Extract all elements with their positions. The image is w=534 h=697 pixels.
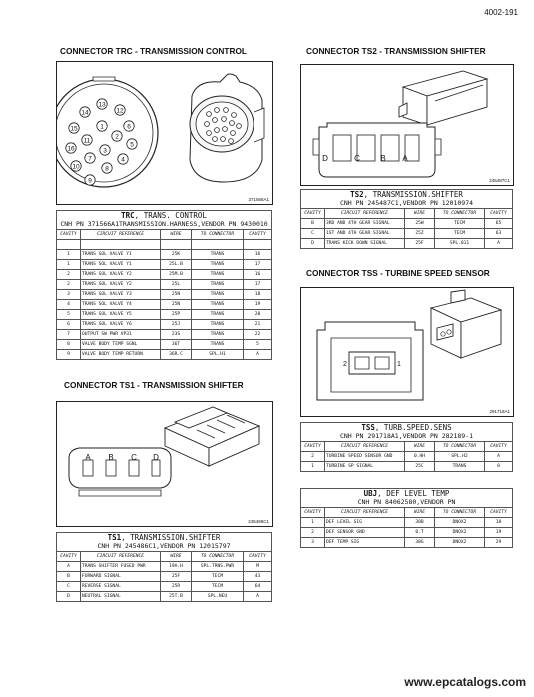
cell-wire: 25L [161,280,192,290]
cell-circuit-reference: TRANS SOL VALVE Y6 [81,320,161,330]
table-row [301,538,513,548]
cell-wire: 25N [161,290,192,300]
cell-circuit-reference: TURBINE SP SIGNAL [325,462,405,472]
cell-to-cavity: 65 [485,219,513,229]
cell-cavity: 1 [301,462,325,472]
header-cavity: CAVITY [301,442,325,452]
cell-to-cavity: 8 [485,462,513,472]
cell-cavity: 8 [57,340,81,350]
header-wire: WIRE [405,209,435,219]
cell-circuit-reference: TRANS SOL VALVE Y3 [81,290,161,300]
table-row [57,300,272,310]
cell-circuit-reference: DEF TEMP SIG [325,538,405,548]
table-row [57,330,272,340]
cell-wire: 25K [161,250,192,260]
cell-to-connector: TRANS [192,340,244,350]
ts2-pin-a: A [402,154,408,163]
cell-to-connector: TRANS [435,462,485,472]
tss-table-title: , TURB.SPEED.SENS [374,422,452,432]
trc-figure-code: 371566A1 [248,197,269,202]
tss-section-title: CONNECTOR TSS - TURBINE SPEED SENSOR [306,268,490,278]
cell-wire: 25M.B [161,270,192,280]
cell-circuit-reference: FORWARD SIGNAL [81,572,161,582]
cell-cavity: 5 [57,310,81,320]
ts2-table-title: , TRANSMISSION.SHIFTER [363,189,463,199]
cell-wire: 25F [161,572,192,582]
cell-wire: 38B [405,518,435,528]
ubj-table [300,488,513,548]
cell-to-cavity: 17 [244,260,272,270]
trc-pin-label: 5 [130,141,134,149]
header-to-connector: TO CONNECTOR [435,209,485,219]
cell-wire: 0.HH [405,452,435,462]
trc-pin-label: 1 [100,123,104,131]
tss-figure-code: 291718A1 [489,409,510,414]
header-cavity: CAVITY [57,552,81,562]
header-circuit-reference: CIRCUIT REFERENCE [81,552,161,562]
table-row [57,582,272,592]
page-number: 4002-191 [484,8,518,17]
cell-to-connector: TRANS [192,260,244,270]
cell-to-connector: TECM [435,219,485,229]
trc-pin-label: 16 [67,145,75,153]
ts1-section-title: CONNECTOR TS1 - TRANSMISSION SHIFTER [64,380,244,390]
table-row [57,310,272,320]
ts1-pin-a: A [85,453,91,462]
cell-cavity: 1 [301,518,325,528]
ubj-table-subtitle: CNH PN 84062580,VENDOR PN [301,498,513,508]
trc-pin-label: 7 [88,155,92,163]
table-row [57,260,272,270]
cell-cavity: B [57,572,81,582]
cell-cavity: 1 [57,260,81,270]
cell-cavity: 3 [57,290,81,300]
cell-to-connector: SPL.H1 [192,350,244,360]
cell-cavity: D [301,239,325,249]
tss-pin-2: 2 [343,361,347,368]
cell-to-connector: DNOX2 [435,528,485,538]
cell-cavity: 6 [57,320,81,330]
table-row [57,250,272,260]
cell-circuit-reference: DEF SENSOR GND [325,528,405,538]
cell-to-connector: TRANS [192,270,244,280]
cell-circuit-reference: TRANS KICK DOWN SIGNAL [325,239,405,249]
header-to-connector: TO CONNECTOR [435,508,485,518]
tss-table-body [301,452,513,472]
ts2-figure-code: 245487C1 [489,178,510,183]
cell-to-connector: TECM [192,582,244,592]
ts2-connector-figure [300,64,514,186]
cell-to-connector: SPL.H2 [435,452,485,462]
trc-pin-label: 2 [115,133,119,141]
cell-circuit-reference: TRANS SOL VALVE Y4 [81,300,161,310]
cell-to-connector: DNOX2 [435,518,485,528]
cell-circuit-reference: TRANS SOL VALVE Y1 [81,250,161,260]
cell-cavity: 1 [57,250,81,260]
header-to-connector: TO CONNECTOR [435,442,485,452]
header-circuit-reference: CIRCUIT REFERENCE [325,209,405,219]
table-row [301,518,513,528]
header-wire: WIRE [161,552,192,562]
trc-table-body [57,250,272,360]
header-wire: WIRE [405,442,435,452]
ts1-table-body [57,562,272,602]
cell-cavity: B [301,219,325,229]
ts1-table-subtitle: CNH PN 245486C1,VENDOR PN 12015797 [57,542,272,552]
cell-circuit-reference: 1ST AND 4TH GEAR SIGNAL [325,229,405,239]
table-row [301,219,513,229]
header-cavity: CAVITY [301,508,325,518]
cell-to-connector: DNOX2 [435,538,485,548]
header-cavity-to: CAVITY [485,442,513,452]
ts2-connector-drawing [301,65,513,185]
cell-to-cavity: 20 [244,310,272,320]
header-circuit-reference: CIRCUIT REFERENCE [81,230,161,240]
ts2-table-title-bold: TS2 [350,189,364,199]
cell-to-cavity: 18 [244,290,272,300]
cell-circuit-reference: TRANS SOL VALVE Y2 [81,280,161,290]
cell-wire: 25R [161,582,192,592]
ubj-table-body [301,518,513,548]
cell-wire: 25J [161,320,192,330]
cell-wire: 25Z [405,229,435,239]
cell-cavity: A [57,562,81,572]
cell-to-cavity: 5 [244,340,272,350]
cell-cavity: 4 [57,300,81,310]
table-row [57,592,272,602]
cell-to-connector: SPL.TRNS.PWR [192,562,244,572]
cell-to-cavity: A [485,239,513,249]
cell-cavity: D [57,592,81,602]
cell-circuit-reference: 3RD AND 4TH GEAR SIGNAL [325,219,405,229]
cell-cavity: 9 [57,350,81,360]
tss-table [300,422,513,472]
cell-to-cavity: 16 [244,250,272,260]
ts1-table [56,532,272,602]
header-cavity: CAVITY [301,209,325,219]
trc-pin-label: 8 [105,165,109,173]
table-row [301,452,513,462]
ts1-pin-b: B [108,453,114,462]
cell-to-connector: SPL.NEU [192,592,244,602]
ts1-table-title: , TRANSMISSION.SHIFTER [121,532,221,542]
ts1-connector-figure [56,401,273,527]
cell-to-connector: SPL.011 [435,239,485,249]
cell-to-cavity: 63 [485,229,513,239]
cell-cavity: C [301,229,325,239]
ts1-figure-code: 245486C1 [248,519,269,524]
trc-connector-figure [56,61,273,205]
table-row [301,239,513,249]
table-header-row [57,552,272,562]
cell-circuit-reference: TRANS SOL VALVE Y5 [81,310,161,320]
header-cavity-to: CAVITY [244,230,272,240]
cell-circuit-reference: REVERSE SIGNAL [81,582,161,592]
cell-to-cavity: M [244,562,272,572]
cell-cavity: 2 [301,528,325,538]
cell-circuit-reference: TRANS SOL VALVE Y2 [81,270,161,280]
header-cavity-to: CAVITY [485,508,513,518]
ts2-pin-d: D [322,154,328,163]
cell-circuit-reference: VALVE BODY TEMP RETURN [81,350,161,360]
cell-to-connector: TRANS [192,280,244,290]
trc-pin-label: 13 [98,101,106,109]
cell-cavity: 2 [57,280,81,290]
table-row [57,290,272,300]
cell-to-cavity: 19 [485,528,513,538]
cell-to-cavity: 21 [244,320,272,330]
cell-to-cavity: 43 [244,572,272,582]
trc-table-title-bold: TRC [121,210,135,220]
cell-wire: 25L.B [161,260,192,270]
trc-pin-label: 6 [127,123,131,131]
cell-wire: 23S [161,330,192,340]
cell-cavity: 2 [301,452,325,462]
cell-to-connector: TRANS [192,250,244,260]
trc-table-title: , TRANS. CONTROL [134,210,207,220]
trc-pin-label: 9 [88,177,92,185]
table-row [301,528,513,538]
table-row [57,350,272,360]
cell-wire: 25P [161,310,192,320]
ts2-section-title: CONNECTOR TS2 - TRANSMISSION SHIFTER [306,46,486,56]
ts2-pin-b: B [380,154,386,163]
table-row [57,320,272,330]
header-to-connector: TO CONNECTOR [192,230,244,240]
tss-connector-drawing [301,288,513,416]
cell-to-connector: TRANS [192,310,244,320]
cell-wire: 25F [405,239,435,249]
watermark-url: www.epcatalogs.com [404,675,526,689]
table-header-row [301,209,513,219]
cell-to-cavity: 22 [244,330,272,340]
cell-wire: 36R.C [161,350,192,360]
cell-to-cavity: 29 [485,538,513,548]
cell-wire: 25T.B [161,592,192,602]
header-wire: WIRE [161,230,192,240]
cell-circuit-reference: TURBINE SPEED SENSOR GND [325,452,405,462]
cell-to-connector: TRANS [192,300,244,310]
cell-to-connector: TRANS [192,320,244,330]
table-row [57,572,272,582]
ts1-pin-d: D [153,453,159,462]
tss-connector-figure [300,287,514,417]
cell-wire: 36T [161,340,192,350]
ts1-pin-c: C [131,453,137,462]
cell-circuit-reference: VALVE BODY TEMP SGNL [81,340,161,350]
cell-to-cavity: 17 [244,280,272,290]
cell-to-cavity: 18 [485,518,513,528]
cell-circuit-reference: OUTPUT SW PWR VP31 [81,330,161,340]
cell-circuit-reference: TRANS SOL VALVE Y1 [81,260,161,270]
trc-table-subtitle: CNH PN 371566A1TRANSMISSION.HARNESS,VENDOR PN 9430010 [57,220,272,230]
cell-wire: 19A.H [161,562,192,572]
tss-table-subtitle: CNH PN 291718A1,VENDOR PN 282189-1 [301,432,513,442]
header-cavity-to: CAVITY [244,552,272,562]
table-header-row [301,442,513,452]
cell-circuit-reference: NEUTRAL SIGNAL [81,592,161,602]
ts2-pin-c: C [354,154,360,163]
cell-cavity: 3 [301,538,325,548]
trc-pin-label: 4 [121,156,125,164]
table-row [57,340,272,350]
cell-to-cavity: A [244,592,272,602]
trc-table [56,210,272,360]
table-header-row [57,230,272,240]
trc-section-title: CONNECTOR TRC - TRANSMISSION CONTROL [60,46,247,56]
ubj-table-title-bold: UBJ [363,488,378,498]
cell-wire: 38G [405,538,435,548]
cell-to-cavity: 64 [244,582,272,592]
trc-pin-label: 12 [116,107,124,115]
ts1-table-title-bold: TS1 [107,532,122,542]
ts2-table [300,189,513,249]
ts1-connector-drawing [57,402,272,526]
table-header-row [301,508,513,518]
cell-wire: 0.T [405,528,435,538]
cell-to-connector: TRANS [192,330,244,340]
cell-wire: 25W [405,219,435,229]
trc-pin-label: 10 [72,163,80,171]
cell-cavity: C [57,582,81,592]
header-wire: WIRE [405,508,435,518]
ts2-table-body [301,219,513,249]
header-cavity-to: CAVITY [485,209,513,219]
table-row [57,270,272,280]
table-row [301,229,513,239]
header-cavity: CAVITY [57,230,81,240]
ubj-table-title: , DEF LEVEL TEMP [377,488,450,498]
header-circuit-reference: CIRCUIT REFERENCE [325,442,405,452]
cell-to-connector: TRANS [192,290,244,300]
header-circuit-reference: CIRCUIT REFERENCE [325,508,405,518]
cell-to-cavity: 16 [244,270,272,280]
cell-circuit-reference: TRANS SHIFTER FUSED PWR [81,562,161,572]
cell-to-cavity: 19 [244,300,272,310]
ts2-table-subtitle: CNH PN 245487C1,VENDOR PN 12010974 [301,199,513,209]
cell-to-connector: TECM [435,229,485,239]
trc-pin-label: 3 [103,147,107,155]
cell-to-cavity: A [485,452,513,462]
cell-wire: 25N [161,300,192,310]
trc-connector-drawing [57,62,272,204]
tss-table-title-bold: TSS [361,422,375,432]
cell-wire: 25C [405,462,435,472]
cell-circuit-reference: DEF LEVEL SIG [325,518,405,528]
table-row [301,462,513,472]
header-to-connector: TO CONNECTOR [192,552,244,562]
tss-pin-1: 1 [397,361,401,368]
cell-to-connector: TECM [192,572,244,582]
trc-pin-label: 11 [83,137,91,145]
cell-cavity: 2 [57,270,81,280]
cell-to-cavity: A [244,350,272,360]
table-row [57,280,272,290]
cell-cavity: 7 [57,330,81,340]
trc-pin-label: 15 [70,125,78,133]
trc-pin-label: 14 [81,109,89,117]
table-row [57,562,272,572]
